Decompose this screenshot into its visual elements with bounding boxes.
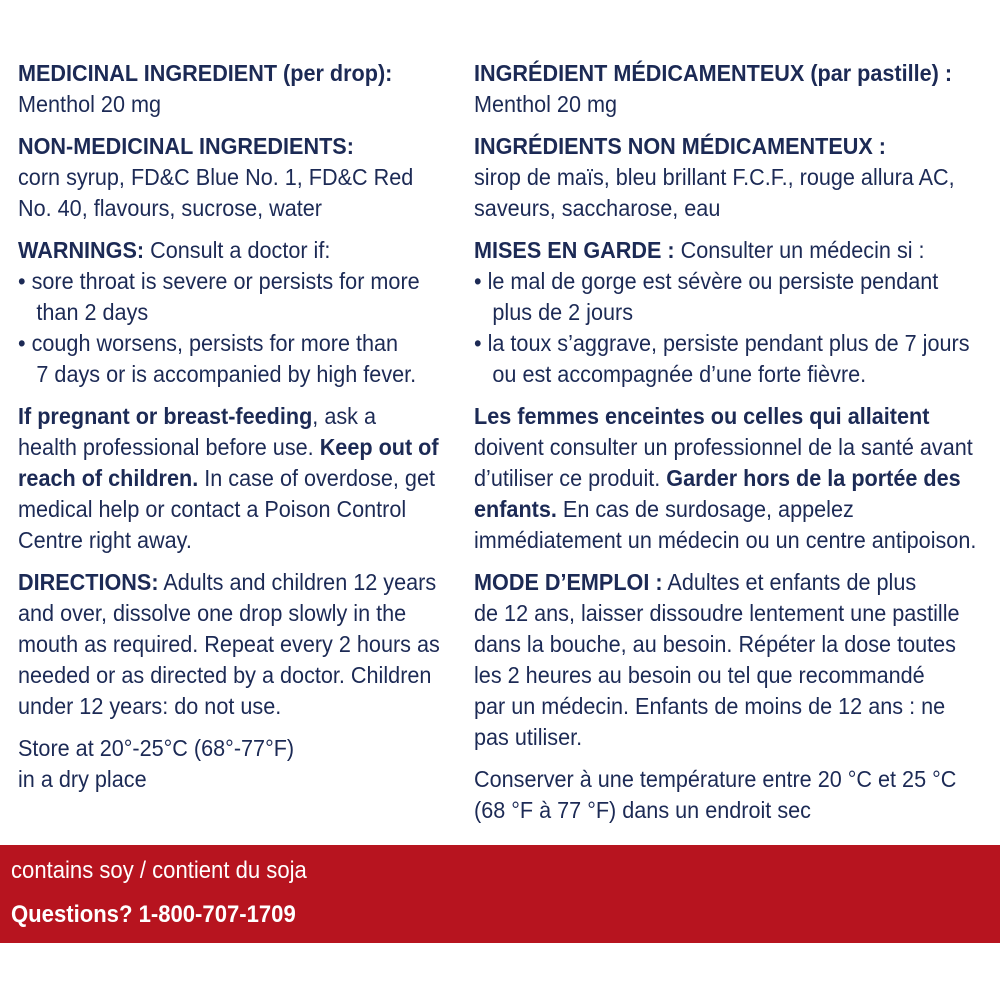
en-directions-text: Adults and children 12 years	[158, 569, 437, 595]
en-non-medicinal-line: No. 40, flavours, sucrose, water	[18, 195, 323, 221]
en-directions-line: and over, dissolve one drop slowly in the	[18, 600, 407, 626]
en-pregnant-rest: , ask a	[312, 403, 376, 429]
en-pregnant-rest: health professional before use.	[18, 434, 320, 460]
fr-warnings-intro: Consulter un médecin si :	[674, 237, 925, 263]
en-bullet-2: • cough worsens, persists for more than	[18, 330, 399, 356]
en-overdose-rest: In case of overdose, get	[198, 465, 435, 491]
fr-non-medicinal-line: saveurs, saccharose, eau	[474, 195, 721, 221]
en-directions-line: under 12 years: do not use.	[18, 693, 282, 719]
fr-pregnant-section	[474, 401, 994, 556]
fr-warnings-heading: MISES EN GARDE :	[474, 237, 675, 263]
en-keep-out-bold: reach of children.	[18, 465, 199, 491]
fr-medicinal-section	[474, 58, 994, 120]
french-column	[474, 58, 994, 826]
en-overdose-line: Centre right away.	[18, 527, 192, 553]
en-keep-out-line	[18, 432, 458, 463]
fr-medicinal-heading: INGRÉDIENT MÉDICAMENTEUX (par pastille) :	[474, 60, 953, 86]
en-non-medicinal-heading: NON-MEDICINAL INGREDIENTS:	[18, 133, 354, 159]
fr-warnings-line	[474, 235, 994, 266]
en-bullet-1: • sore throat is severe or persists for more	[18, 268, 420, 294]
en-pregnant-bold: If pregnant or breast-feeding	[18, 403, 313, 429]
questions-phone: Questions? 1-800-707-1709	[11, 901, 296, 928]
fr-directions-line: dans la bouche, au besoin. Répéter la dose toutes	[474, 631, 956, 657]
fr-pregnant-bold: Les femmes enceintes ou celles qui allaitent	[474, 403, 930, 429]
fr-non-medicinal-heading: INGRÉDIENTS NON MÉDICAMENTEUX :	[474, 133, 887, 159]
fr-keep-out-bold: enfants.	[474, 496, 557, 522]
en-storage-line: in a dry place	[18, 766, 147, 792]
en-warnings-section	[18, 235, 458, 390]
en-overdose-line	[18, 463, 458, 494]
fr-warnings-section	[474, 235, 994, 390]
en-warnings-heading: WARNINGS:	[18, 237, 145, 263]
en-directions-line: needed or as directed by a doctor. Children	[18, 662, 432, 688]
en-medicinal-section	[18, 58, 458, 120]
fr-directions-line	[474, 567, 994, 598]
fr-storage-section	[474, 764, 994, 826]
en-pregnant-section	[18, 401, 458, 556]
en-keep-out-bold: Keep out of	[319, 434, 439, 460]
en-medicinal-heading: MEDICINAL INGREDIENT (per drop):	[18, 60, 393, 86]
en-bullet-2-cont: 7 days or is accompanied by high fever.	[36, 361, 417, 387]
fr-directions-text: Adultes et enfants de plus	[662, 569, 917, 595]
fr-directions-line: les 2 heures au besoin ou tel que recommandé	[474, 662, 925, 688]
allergen-band	[0, 845, 1000, 943]
en-directions-line: mouth as required. Repeat every 2 hours as	[18, 631, 440, 657]
en-overdose-line: medical help or contact a Poison Control	[18, 496, 407, 522]
fr-directions-line: par un médecin. Enfants de moins de 12 ans : ne	[474, 693, 946, 719]
allergen-statement: contains soy / contient du soja	[11, 857, 307, 884]
fr-overdose-line: immédiatement un médecin ou un centre antipoison.	[474, 527, 977, 553]
en-storage-section	[18, 733, 458, 795]
en-non-medicinal-line: corn syrup, FD&C Blue No. 1, FD&C Red	[18, 164, 414, 190]
fr-directions-line: de 12 ans, laisser dissoudre lentement une pastille	[474, 600, 960, 626]
en-directions-section	[18, 567, 458, 722]
fr-directions-section	[474, 567, 994, 753]
fr-medicinal-value: Menthol 20 mg	[474, 91, 618, 117]
fr-storage-line: Conserver à une température entre 20 °C et 25 °C	[474, 766, 957, 792]
fr-storage-line: (68 °F à 77 °F) dans un endroit sec	[474, 797, 811, 823]
fr-overdose-rest: En cas de surdosage, appelez	[556, 496, 854, 522]
en-medicinal-value: Menthol 20 mg	[18, 91, 162, 117]
en-warnings-intro: Consult a doctor if:	[144, 237, 331, 263]
fr-pregnant-line: doivent consulter un professionnel de la santé avant	[474, 434, 973, 460]
fr-overdose-line	[474, 494, 994, 525]
en-directions-line	[18, 567, 458, 598]
en-bullet-1-cont: than 2 days	[36, 299, 149, 325]
en-pregnant-line	[18, 401, 458, 432]
fr-non-medicinal-section	[474, 131, 994, 224]
fr-non-medicinal-line: sirop de maïs, bleu brillant F.C.F., rouge allura AC,	[474, 164, 955, 190]
fr-bullet-1: • le mal de gorge est sévère ou persiste pendant	[474, 268, 939, 294]
en-warnings-line	[18, 235, 458, 266]
en-storage-line: Store at 20°-25°C (68°-77°F)	[18, 735, 295, 761]
fr-bullet-2-cont: ou est accompagnée d’une forte fièvre.	[492, 361, 867, 387]
en-directions-heading: DIRECTIONS:	[18, 569, 159, 595]
english-column	[18, 58, 458, 795]
fr-keep-out-line	[474, 463, 994, 494]
fr-keep-out-bold: Garder hors de la portée des	[666, 465, 961, 491]
en-non-medicinal-section	[18, 131, 458, 224]
fr-bullet-2: • la toux s’aggrave, persiste pendant plus de 7 jours	[474, 330, 970, 356]
fr-directions-line: pas utiliser.	[474, 724, 583, 750]
fr-bullet-1-cont: plus de 2 jours	[492, 299, 634, 325]
fr-directions-heading: MODE D’EMPLOI :	[474, 569, 663, 595]
fr-pregnant-rest: d’utiliser ce produit.	[474, 465, 667, 491]
